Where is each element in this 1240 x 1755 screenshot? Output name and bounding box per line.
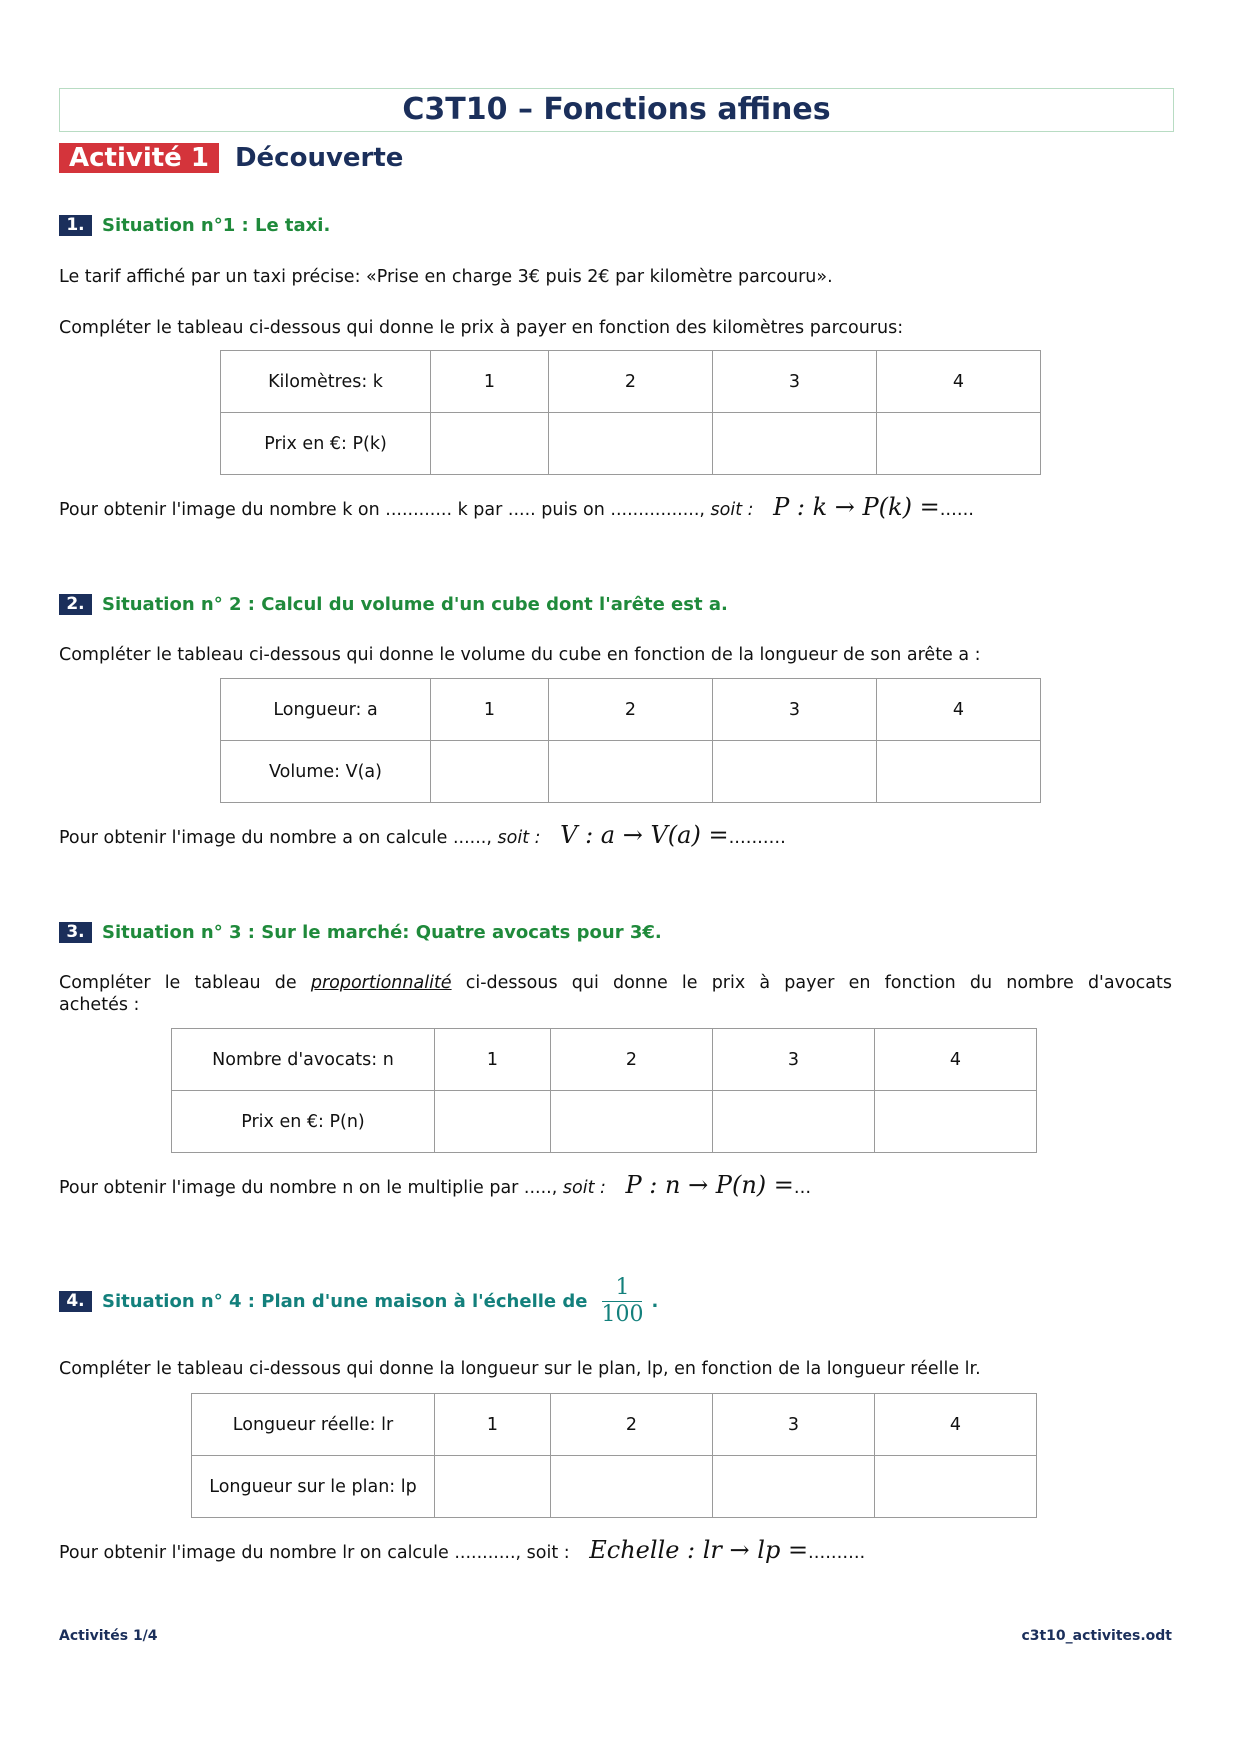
soit-label: soit : bbox=[710, 500, 754, 520]
table-cell: 4 bbox=[875, 1394, 1037, 1456]
section-2-instruction: Compléter le tableau ci-dessous qui donne le volume du cube en fonction de la longueur de son arête a : bbox=[59, 645, 981, 665]
section-title: Situation n° 2 : Calcul du volume d'un cube dont l'arête est a. bbox=[102, 593, 728, 615]
scale-fraction bbox=[601, 1275, 643, 1328]
section-3-sentence bbox=[59, 1170, 1172, 1203]
table-header-cell: Kilomètres: k bbox=[221, 351, 431, 413]
table-row bbox=[192, 1456, 1037, 1518]
section-2-sentence bbox=[59, 820, 1172, 853]
formula-dots: ... bbox=[793, 1177, 812, 1198]
section-number: 2. bbox=[59, 594, 92, 615]
table-cell: 3 bbox=[713, 351, 877, 413]
table-row bbox=[221, 413, 1041, 475]
section-2-table bbox=[220, 678, 1041, 803]
section-2-heading bbox=[59, 593, 728, 615]
answer-cell[interactable] bbox=[431, 741, 549, 803]
table-header-cell: Longueur réelle: lr bbox=[192, 1394, 435, 1456]
answer-cell[interactable] bbox=[549, 413, 713, 475]
table-row bbox=[192, 1394, 1037, 1456]
answer-cell[interactable] bbox=[713, 1091, 875, 1153]
activity-heading bbox=[59, 143, 403, 173]
sentence-text: Pour obtenir l'image du nombre lr on calcule ..........., soit : bbox=[59, 1543, 570, 1563]
function-formula bbox=[560, 821, 786, 849]
answer-cell[interactable] bbox=[877, 413, 1041, 475]
formula-dots: .......... bbox=[728, 827, 786, 848]
section-4-sentence bbox=[59, 1535, 1172, 1568]
answer-cell[interactable] bbox=[551, 1091, 713, 1153]
page-title: C3T10 – Fonctions affines bbox=[59, 88, 1174, 132]
answer-cell[interactable] bbox=[713, 413, 877, 475]
answer-cell[interactable] bbox=[551, 1456, 713, 1518]
section-1-sentence bbox=[59, 492, 1172, 525]
function-formula bbox=[589, 1536, 865, 1564]
table-cell: 4 bbox=[875, 1029, 1037, 1091]
table-header-cell: Prix en €: P(n) bbox=[172, 1091, 435, 1153]
section-number: 4. bbox=[59, 1291, 92, 1312]
table-cell: 2 bbox=[549, 679, 713, 741]
table-cell: 1 bbox=[435, 1029, 551, 1091]
table-cell: 4 bbox=[877, 679, 1041, 741]
answer-cell[interactable] bbox=[877, 741, 1041, 803]
table-cell: 3 bbox=[713, 1394, 875, 1456]
answer-cell[interactable] bbox=[875, 1091, 1037, 1153]
activity-title: Découverte bbox=[234, 143, 404, 173]
section-3-instruction-line2: achetés : bbox=[59, 995, 140, 1015]
table-cell: 3 bbox=[713, 1029, 875, 1091]
section-number: 3. bbox=[59, 922, 92, 943]
table-header-cell: Longueur: a bbox=[221, 679, 431, 741]
table-header-cell: Prix en €: P(k) bbox=[221, 413, 431, 475]
instruction-text: Compléter le tableau de bbox=[59, 973, 297, 993]
table-header-cell: Longueur sur le plan: lp bbox=[192, 1456, 435, 1518]
formula-text: V : a → V(a) = bbox=[560, 821, 729, 849]
section-title: Situation n° 4 : Plan d'une maison à l'échelle de bbox=[102, 1290, 588, 1312]
section-4-table bbox=[191, 1393, 1037, 1518]
table-cell: 3 bbox=[713, 679, 877, 741]
answer-cell[interactable] bbox=[549, 741, 713, 803]
section-title: Situation n°1 : Le taxi. bbox=[102, 214, 331, 236]
title-end: . bbox=[651, 1290, 659, 1312]
table-cell: 1 bbox=[435, 1394, 551, 1456]
table-row bbox=[221, 351, 1041, 413]
answer-cell[interactable] bbox=[713, 1456, 875, 1518]
section-number: 1. bbox=[59, 215, 92, 236]
activity-badge: Activité 1 bbox=[59, 143, 219, 173]
answer-cell[interactable] bbox=[435, 1456, 551, 1518]
function-formula bbox=[773, 493, 974, 521]
soit-label: soit : bbox=[497, 828, 541, 848]
table-cell: 2 bbox=[551, 1029, 713, 1091]
table-cell: 2 bbox=[549, 351, 713, 413]
footer-right: c3t10_activites.odt bbox=[1021, 1628, 1172, 1644]
soit-label: soit : bbox=[562, 1178, 606, 1198]
table-cell: 1 bbox=[431, 351, 549, 413]
formula-text: P : n → P(n) = bbox=[625, 1171, 794, 1199]
formula-text: P : k → P(k) = bbox=[773, 493, 940, 521]
section-1-heading bbox=[59, 214, 330, 236]
instruction-text: ci-dessous qui donne le prix à payer en fonction du nombre d'avocats bbox=[465, 973, 1172, 993]
answer-cell[interactable] bbox=[875, 1456, 1037, 1518]
table-cell: 1 bbox=[431, 679, 549, 741]
instruction-emphasis: proportionnalité bbox=[310, 973, 452, 993]
formula-dots: ...... bbox=[939, 499, 975, 520]
answer-cell[interactable] bbox=[713, 741, 877, 803]
table-header-cell: Volume: V(a) bbox=[221, 741, 431, 803]
function-formula bbox=[625, 1171, 811, 1199]
fraction-numerator: 1 bbox=[615, 1274, 630, 1300]
sentence-text: Pour obtenir l'image du nombre a on calcule ......, bbox=[59, 828, 492, 848]
section-3-table bbox=[171, 1028, 1037, 1153]
table-cell: 4 bbox=[877, 351, 1041, 413]
table-row bbox=[172, 1029, 1037, 1091]
answer-cell[interactable] bbox=[431, 413, 549, 475]
table-row bbox=[221, 679, 1041, 741]
sentence-text: Pour obtenir l'image du nombre k on ............ k par ..... puis on ................, bbox=[59, 500, 705, 520]
fraction-denominator: 100 bbox=[601, 1301, 644, 1327]
section-4-instruction: Compléter le tableau ci-dessous qui donne la longueur sur le plan, lp, en fonction de la longueur réelle lr. bbox=[59, 1359, 981, 1379]
formula-dots: .......... bbox=[808, 1542, 866, 1563]
section-1-intro: Le tarif affiché par un taxi précise: «Prise en charge 3€ puis 2€ par kilomètre parcouru». bbox=[59, 267, 833, 287]
sentence-text: Pour obtenir l'image du nombre n on le multiplie par ....., bbox=[59, 1178, 558, 1198]
footer-left: Activités 1/4 bbox=[59, 1628, 158, 1644]
answer-cell[interactable] bbox=[435, 1091, 551, 1153]
table-row bbox=[172, 1091, 1037, 1153]
section-4-heading bbox=[59, 1271, 658, 1331]
section-1-table bbox=[220, 350, 1041, 475]
section-title: Situation n° 3 : Sur le marché: Quatre avocats pour 3€. bbox=[102, 921, 662, 943]
section-1-instruction: Compléter le tableau ci-dessous qui donne le prix à payer en fonction des kilomètres parcourus: bbox=[59, 318, 904, 338]
table-row bbox=[221, 741, 1041, 803]
formula-text: Echelle : lr → lp = bbox=[589, 1536, 809, 1564]
table-header-cell: Nombre d'avocats: n bbox=[172, 1029, 435, 1091]
table-cell: 2 bbox=[551, 1394, 713, 1456]
section-3-instruction bbox=[59, 972, 1172, 994]
section-3-heading bbox=[59, 921, 662, 943]
